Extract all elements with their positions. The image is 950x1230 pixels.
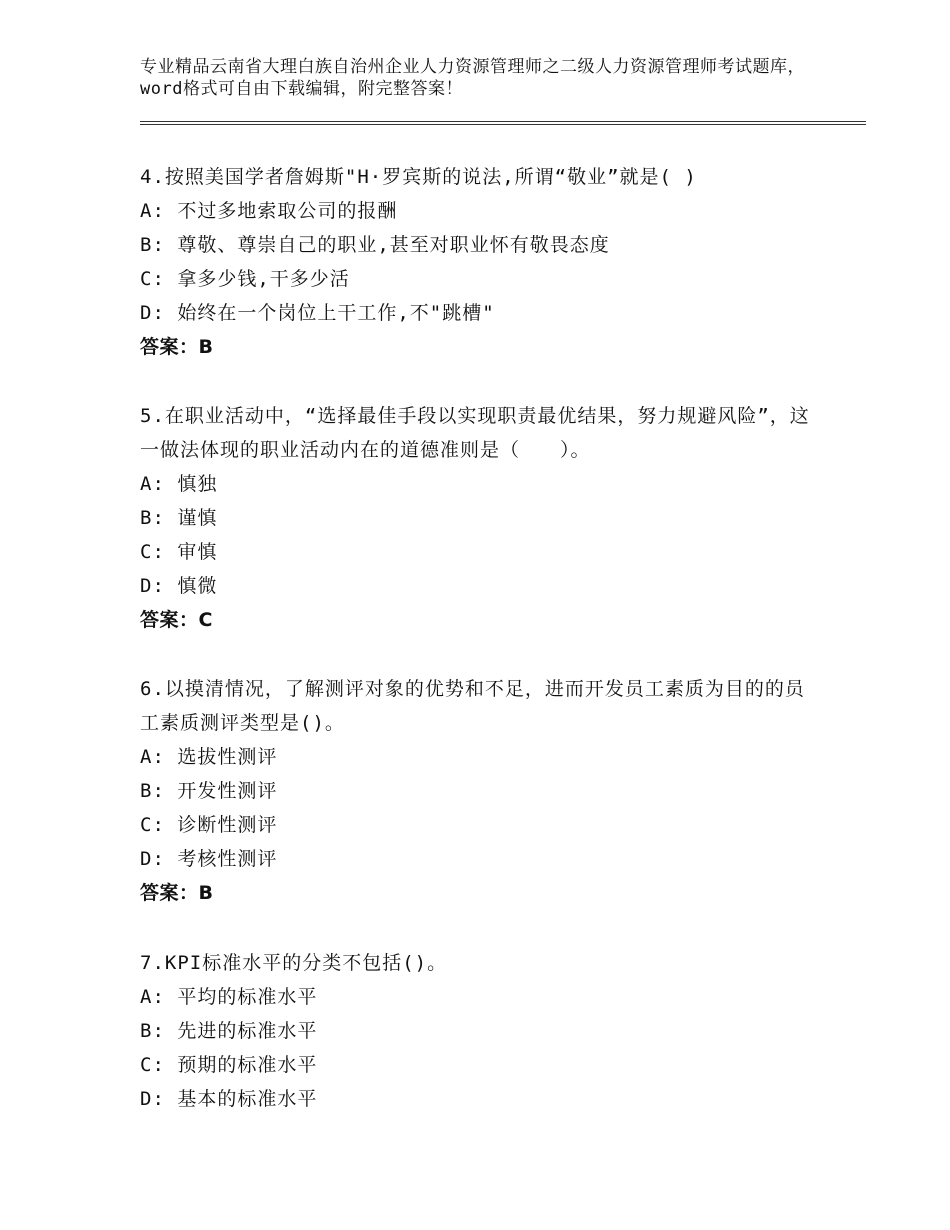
question-6 [140, 672, 820, 910]
question-4 [140, 160, 820, 364]
answer-line [140, 330, 820, 364]
answer-label: 答案： [140, 882, 199, 904]
question-7 [140, 946, 820, 1116]
answer-label: 答案： [140, 609, 199, 631]
option-b: B: 谨慎 [140, 507, 218, 529]
answer-value: B [198, 882, 214, 904]
question-stem: 4.按照美国学者詹姆斯"H·罗宾斯的说法,所谓“敬业”就是( ) [140, 166, 697, 188]
option-a: A: 平均的标准水平 [140, 986, 318, 1008]
answer-line [140, 603, 820, 637]
option-d: D: 基本的标准水平 [140, 1088, 318, 1110]
option-c: C: 预期的标准水平 [140, 1054, 318, 1076]
answer-label: 答案： [140, 336, 199, 358]
option-a: A: 不过多地索取公司的报酬 [140, 200, 398, 222]
question-stem: 5.在职业活动中，“选择最佳手段以实现职责最优结果，努力规避风险”，这一做法体现的职业活动内在的道德准则是（ ）。 [140, 405, 810, 461]
option-d: D: 始终在一个岗位上干工作,不"跳槽" [140, 302, 495, 324]
option-a: A: 慎独 [140, 473, 218, 495]
option-c: C: 拿多少钱,干多少活 [140, 268, 350, 290]
document-header: 专业精品云南省大理白族自治州企业人力资源管理师之二级人力资源管理师考试题库，word格式可自由下载编辑，附完整答案！ [140, 57, 805, 99]
option-c: C: 诊断性测评 [140, 814, 278, 836]
question-5 [140, 399, 820, 637]
header-divider-top [140, 121, 866, 122]
option-b: B: 先进的标准水平 [140, 1020, 318, 1042]
option-b: B: 开发性测评 [140, 780, 278, 802]
answer-value: B [198, 336, 214, 358]
option-d: D: 慎微 [140, 575, 218, 597]
option-b: B: 尊敬、尊崇自己的职业,甚至对职业怀有敬畏态度 [140, 234, 610, 256]
answer-line [140, 876, 820, 910]
answer-value: C [198, 609, 213, 631]
question-stem: 7.KPI标准水平的分类不包括()。 [140, 952, 448, 974]
option-c: C: 审慎 [140, 541, 218, 563]
option-a: A: 选拔性测评 [140, 746, 278, 768]
question-stem: 6.以摸清情况，了解测评对象的优势和不足，进而开发员工素质为目的的员工素质测评类型是()。 [140, 678, 805, 734]
option-d: D: 考核性测评 [140, 848, 278, 870]
header-divider-bottom [140, 124, 866, 125]
